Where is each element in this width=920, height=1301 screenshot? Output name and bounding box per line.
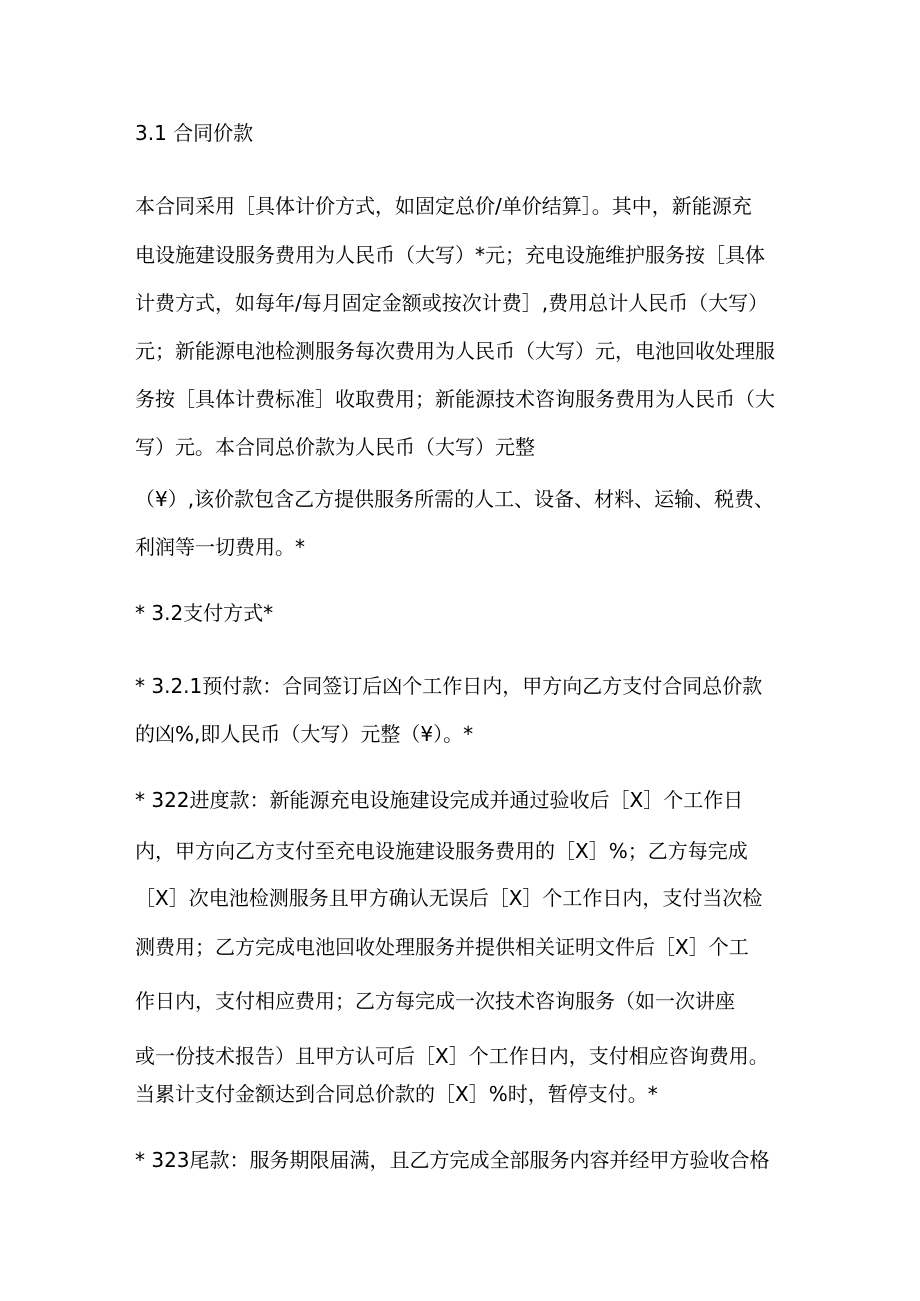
- paragraph-line: * 322进度款：新能源充电设施建设完成并通过验收后［X］个工作日: [135, 788, 744, 812]
- paragraph-line: * 3.2.1预付款：合同签订后凶个工作日内，甲方向乙方支付合同总价款: [135, 674, 763, 698]
- paragraph-line: 内，甲方向乙方支付至充电设施建设服务费用的［X］%；乙方每完成: [135, 839, 748, 863]
- paragraph-line: 或一份技术报告）且甲方认可后［X］个工作日内，支付相应咨询费用。: [135, 1044, 769, 1068]
- paragraph-line: 本合同采用［具体计价方式，如固定总价/单价结算］。其中，新能源充: [135, 194, 752, 218]
- paragraph-line: 当累计支付金额达到合同总价款的［X］%时，暂停支付。*: [135, 1082, 658, 1106]
- paragraph-line: 元；新能源电池检测服务每次费用为人民币（大写）元，电池回收处理服: [135, 339, 775, 363]
- paragraph-line: 电设施建设服务费用为人民币（大写）*元；充电设施维护服务按［具体: [135, 243, 765, 267]
- paragraph-line: ［X］次电池检测服务且甲方确认无误后［X］个工作日内，支付当次检: [135, 886, 763, 910]
- section-heading-3-1: 3.1 合同价款: [135, 121, 254, 145]
- paragraph-line: 计费方式，如每年/每月固定金额或按次计费］,费用总计人民币（大写）: [135, 291, 769, 315]
- paragraph-line: 写）元。本合同总价款为人民币（大写）元整: [135, 435, 535, 459]
- section-heading-3-2: * 3.2支付方式*: [135, 601, 274, 625]
- paragraph-line: * 323尾款：服务期限届满，且乙方完成全部服务内容并经甲方验收合格: [135, 1148, 770, 1172]
- paragraph-line: 利润等一切费用。*: [135, 535, 305, 559]
- paragraph-line: （¥）,该价款包含乙方提供服务所需的人工、设备、材料、运输、税费、: [135, 487, 775, 511]
- paragraph-line: 的凶%,即人民币（大写）元整（¥）。*: [135, 722, 474, 746]
- paragraph-line: 务按［具体计费标准］收取费用；新能源技术咨询服务费用为人民币（大: [135, 387, 775, 411]
- paragraph-line: 作日内，支付相应费用；乙方每完成一次技术咨询服务（如一次讲座: [135, 989, 735, 1013]
- paragraph-line: 测费用；乙方完成电池回收处理服务并提供相关证明文件后［X］个工: [135, 935, 749, 959]
